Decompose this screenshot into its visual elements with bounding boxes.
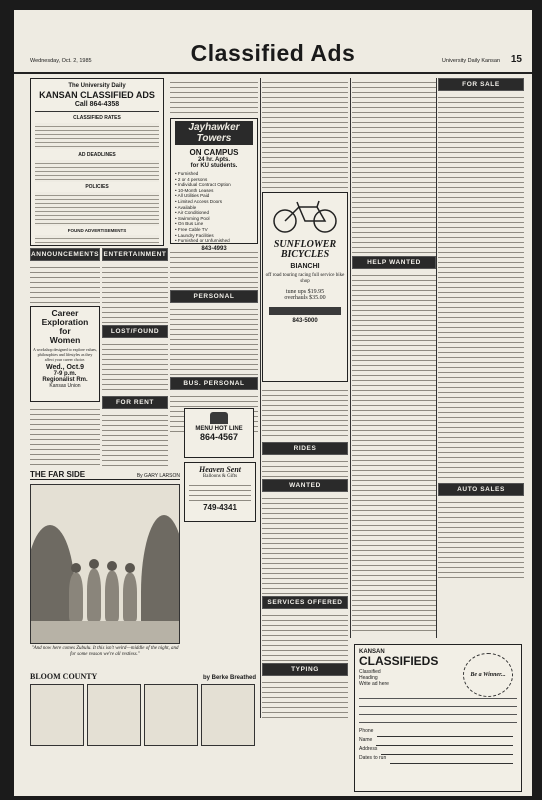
career-time: 7-9 p.m. (53, 371, 77, 377)
form-line3: Write ad here (359, 681, 389, 687)
found-ads-head: FOUND ADVERTISEMENTS (67, 228, 127, 233)
bike-overhauls: overhauls $35.00 (284, 295, 326, 301)
towers-feature-item: • Swimming Pool (175, 215, 210, 221)
bike-tuneup: tune ups $19.95 (285, 289, 325, 295)
column-1 (30, 248, 100, 468)
form-dates-label: Dates to run (359, 755, 387, 761)
towers-feature-item: • Available (175, 204, 197, 210)
column-5 (352, 78, 436, 718)
form-title1: KANSAN (359, 649, 385, 655)
column-4 (262, 78, 348, 718)
towers-feature-item: • 2 or 4 persons (175, 176, 208, 182)
career-body: A workshop designed to explore values, philosophies and lifestyles as they affect your career choice. (33, 347, 97, 362)
newspaper-page (14, 10, 532, 796)
towers-phone: 843-4993 (201, 245, 227, 252)
form-address-label: Address (359, 746, 378, 752)
section-rides: RIDES (262, 442, 348, 455)
far-side-author: By GARY LARSON (136, 473, 180, 479)
dateline: Wednesday, Oct. 2, 1985 (30, 58, 92, 64)
bike-brand: BIANCHI (290, 263, 320, 270)
career-line3: for (59, 326, 71, 336)
section-wanted: WANTED (262, 479, 348, 492)
towers-ad (170, 118, 258, 252)
form-phone-label: Phone (359, 728, 374, 734)
figure-head (71, 563, 81, 573)
rates-head: CLASSIFIED RATES (73, 115, 121, 121)
form-winner: Be a Winner... (470, 672, 506, 678)
towers-feature-item: • Air Conditioned (175, 210, 210, 216)
section-typing: TYPING (262, 663, 348, 676)
towers-feature-item: • All Utilities Paid (175, 193, 210, 199)
section-help-wanted: HELP WANTED (352, 256, 436, 269)
towers-feature-item: • Free Cable TV (175, 226, 208, 232)
heaven-sub: Balloons & Gifts (202, 474, 238, 479)
figure-head (89, 559, 99, 569)
native-figure (69, 573, 83, 621)
page-number: 15 (510, 54, 522, 65)
page-title: Classified Ads (190, 40, 356, 66)
column-2 (102, 248, 168, 468)
bloom-title: BLOOM COUNTY (30, 672, 98, 681)
towers-feature-item: • Furnished (175, 171, 199, 176)
paper-name: University Daily Kansan (441, 58, 500, 64)
bloom-panel-3 (144, 684, 198, 746)
heaven-sent-ad (184, 462, 256, 522)
dates-field[interactable] (390, 755, 513, 764)
section-for-sale: FOR SALE (438, 78, 524, 91)
towers-on-campus: ON CAMPUS (189, 148, 239, 157)
native-figure (123, 573, 137, 621)
form-line1: Classified (359, 669, 381, 675)
menu-phone: 864-4567 (199, 432, 239, 442)
far-side-panel (30, 484, 180, 644)
towers-features (175, 171, 253, 244)
bike-tagline: off road touring racing full service bike shop (265, 273, 345, 284)
rates-box (30, 78, 164, 246)
career-line1: Career (51, 308, 79, 318)
towers-feature-item: • Laundry Facilities (175, 232, 214, 238)
far-side-comic (30, 470, 180, 670)
bike-title: SUNFLOWER BICYCLES (273, 239, 337, 260)
heaven-title: Heaven Sent (199, 465, 241, 474)
rates-org: The University Daily (68, 83, 126, 89)
bike-phone: 843-5000 (292, 318, 318, 324)
rates-name: KANSAN CLASSIFIED ADS (39, 90, 155, 100)
towers-feature-item: • Furnished or Unfurnished (175, 238, 230, 244)
bike-logo-bar (269, 307, 341, 315)
menu-logo-icon (210, 412, 228, 424)
bloom-panel-1 (30, 684, 84, 746)
deadlines-head: AD DEADLINES (78, 152, 116, 158)
menu-hotline-ad (184, 408, 254, 458)
hut-shape (141, 515, 180, 625)
column-rule (350, 78, 351, 638)
form-name-label: Name (359, 737, 373, 743)
section-entertainment: ENTERTAINMENT (102, 248, 168, 261)
bloom-author: by Berke Breathed (202, 675, 256, 681)
bike-ad (262, 192, 348, 382)
ground (31, 621, 180, 644)
policies-head: POLICIES (85, 184, 109, 190)
column-rule (436, 78, 437, 638)
towers-feature-item: • 10-Month Leases (175, 187, 214, 193)
far-side-caption: "And now here comes Zubulu. It this isn't weird—middle of the night, and for some reason we're all restless." (31, 646, 179, 657)
section-lost-found: LOST/FOUND (102, 325, 168, 338)
towers-for: for KU students. (190, 163, 238, 169)
towers-feature-item: • Individual Contract Option (175, 182, 231, 188)
section-bus-personal: BUS. PERSONAL (170, 377, 258, 390)
winner-graphic (463, 653, 513, 697)
towers-feature-item: • On Bus Line (175, 221, 204, 227)
figure-head (107, 561, 117, 571)
address-field[interactable] (381, 746, 513, 755)
bloom-panel-2 (87, 684, 141, 746)
bloom-panel-4 (201, 684, 255, 746)
career-date: Wed., Oct.9 (46, 364, 84, 371)
rates-phone: Call 864-4358 (74, 101, 120, 108)
name-field[interactable] (376, 737, 513, 746)
career-place2: Kansas Union (49, 383, 81, 389)
masthead (14, 10, 532, 74)
column-6 (438, 78, 524, 638)
far-side-title: THE FAR SIDE (30, 470, 86, 479)
towers-name: Jayhawker Towers (175, 121, 253, 145)
native-figure (87, 569, 101, 621)
menu-line1: MENU HOT LINE (195, 426, 243, 432)
section-announcements: ANNOUNCEMENTS (30, 248, 100, 261)
heaven-phone: 749-4341 (203, 503, 237, 512)
phone-field[interactable] (377, 728, 513, 737)
bicycle-icon (265, 195, 345, 235)
form-line2: Heading (359, 675, 378, 681)
career-ad (30, 306, 100, 402)
career-place: Regionalist Rm. (42, 377, 88, 383)
classified-order-form (354, 644, 522, 792)
form-title2: CLASSIFIEDS (359, 654, 439, 668)
towers-hours: 24 hr. Apts. (197, 157, 231, 163)
section-auto-sales: AUTO SALES (438, 483, 524, 496)
career-line4: Women (49, 335, 81, 345)
section-for-rent: FOR RENT (102, 396, 168, 409)
section-services-offered: SERVICES OFFERED (262, 596, 348, 609)
figure-head (125, 563, 135, 573)
towers-feature-item: • Limited Access Doors (175, 198, 223, 204)
column-rule (260, 78, 261, 718)
career-line2: Exploration (41, 317, 89, 327)
bloom-county-comic (30, 672, 256, 796)
section-personal: PERSONAL (170, 290, 258, 303)
native-figure (105, 571, 119, 621)
